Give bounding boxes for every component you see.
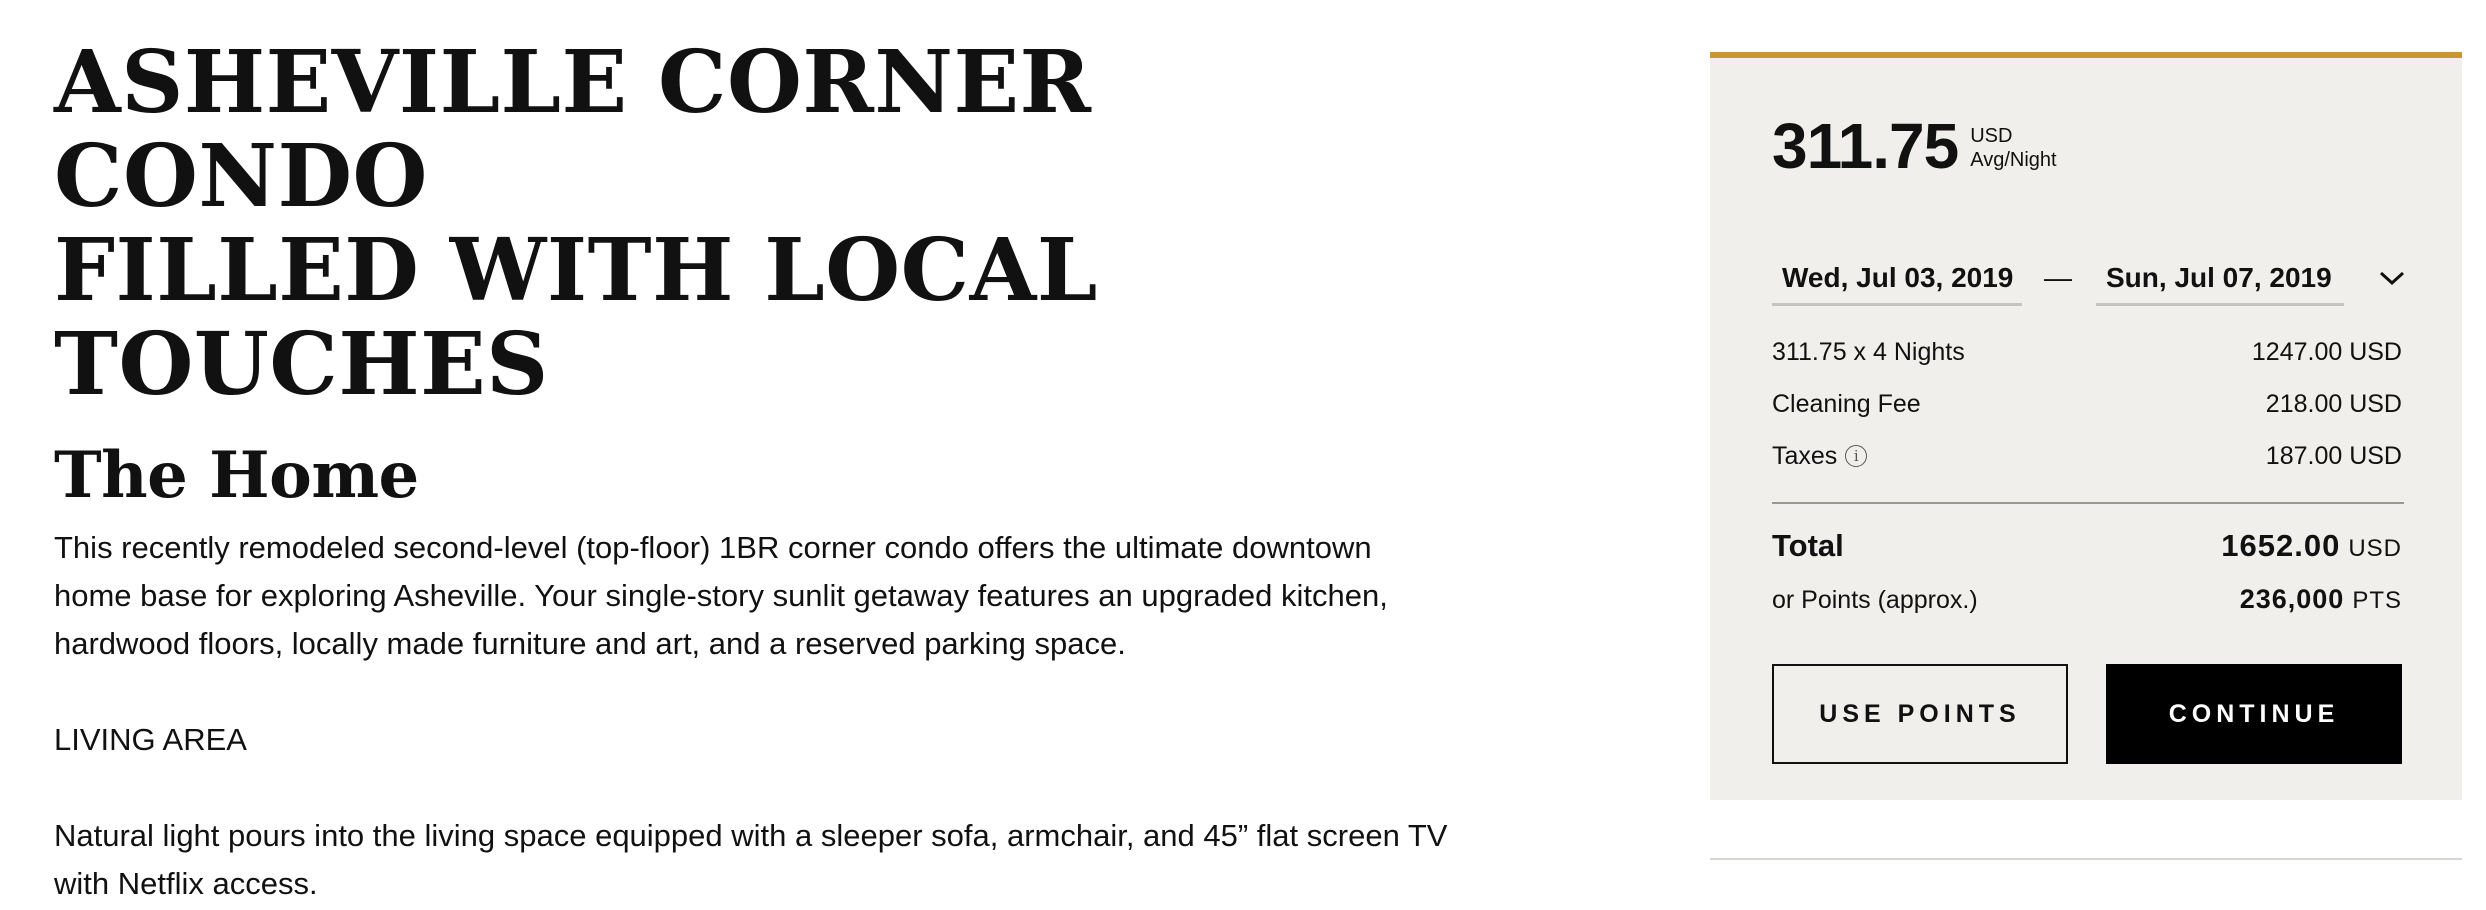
total-amount-group	[2221, 528, 2402, 564]
listing-main	[54, 32, 1454, 901]
line-item-nights	[1772, 334, 2402, 370]
points-amount-group	[2240, 584, 2402, 615]
line-item-amount: 187.00 USD	[2265, 442, 2402, 470]
continue-button[interactable]: CONTINUE	[2106, 664, 2402, 764]
use-points-button[interactable]: USE POINTS	[1772, 664, 2068, 764]
total-unit: USD	[2348, 535, 2402, 562]
date-separator: —	[2044, 262, 2072, 293]
line-item-label: Taxes	[1772, 442, 1838, 470]
rate-currency: USD	[1970, 125, 2013, 147]
points-row	[1772, 584, 2402, 615]
line-item-amount: 218.00 USD	[2265, 390, 2402, 418]
section-heading-the-home: The Home	[54, 438, 419, 513]
line-item-label: 311.75 x 4 Nights	[1772, 338, 1965, 366]
divider	[1710, 858, 2462, 860]
check-in-date-field[interactable]: Wed, Jul 03, 2019	[1772, 250, 2022, 306]
divider	[1772, 502, 2404, 504]
points-unit: PTS	[2352, 587, 2402, 614]
rate-meta	[1970, 124, 2056, 172]
info-icon[interactable]: i	[1845, 445, 1867, 467]
nightly-rate	[1772, 110, 2057, 182]
points-amount: 236,000	[2239, 584, 2345, 614]
total-label: Total	[1772, 528, 1844, 563]
listing-title-line: TOUCHES	[54, 314, 549, 415]
listing-title-line: FILLED WITH LOCAL	[54, 220, 1098, 321]
description-paragraph: Natural light pours into the living space equipped with a sleeper sofa, armchair, and 45” flat screen TV with Netflix access.	[54, 818, 1448, 901]
check-out-date-field[interactable]: Sun, Jul 07, 2019	[2096, 250, 2344, 306]
line-item-cleaning-fee	[1772, 386, 2402, 422]
line-item-taxes	[1772, 438, 2402, 474]
line-item-amount: 1247.00 USD	[2251, 338, 2402, 366]
taxes-label-group	[1772, 438, 1867, 474]
description-subheading: LIVING AREA	[54, 722, 247, 757]
listing-title	[54, 32, 1414, 415]
rate-price: 311.75	[1772, 110, 1959, 182]
line-item-label: Cleaning Fee	[1772, 390, 1921, 418]
points-label: or Points (approx.)	[1772, 586, 1978, 614]
listing-title-line: ASHEVILLE CORNER CONDO	[54, 32, 1092, 227]
total-amount: 1652.00	[2221, 528, 2341, 563]
chevron-down-icon[interactable]	[2370, 256, 2414, 300]
rate-per: Avg/Night	[1970, 149, 2057, 171]
description-paragraph: This recently remodeled second-level (top-floor) 1BR corner condo offers the ultimate downtown home base for exploring Asheville. Your single-story sunlit getaway features an upgraded kitchen, hardwood floors, locally made furniture and art, and a reserved parking space.	[54, 530, 1388, 661]
booking-card	[1710, 52, 2462, 800]
home-description	[54, 524, 1454, 908]
total-row	[1772, 528, 2402, 564]
